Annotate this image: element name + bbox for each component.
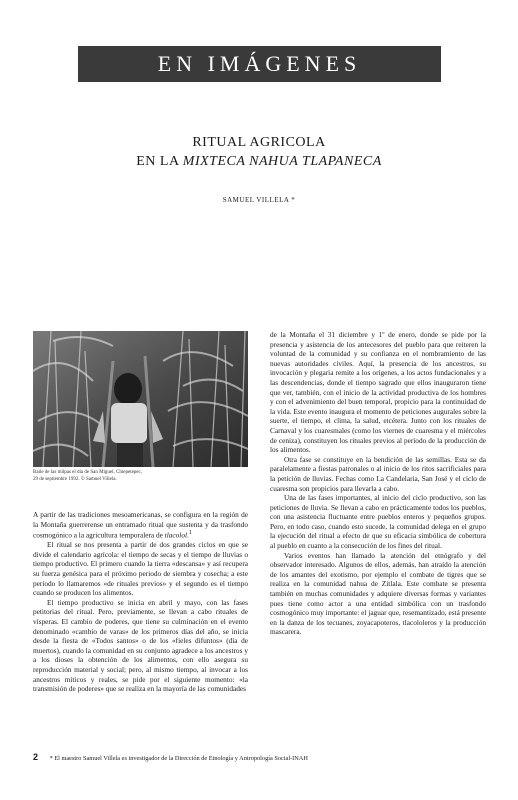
author-footnote: * El maestro Samuel Villela es investigador de la Dirección de Etnología y Antropología Social-INAH [49, 755, 308, 762]
right-paragraph-4: Varios eventos han llamado la atención del etnógrafo y del observador interesado. Algunos de ellos, además, han atraído la atención de los amantes del exotismo, por ejemplo el combate de tigres que se realiza en la comunidad nahua de Zitlala. Este combate se presenta también en muchas comunidades y adquiere diversas formas y variantes pues tiene como actor a una entidad simbólica con un trasfondo cosmogónico muy importante: el jaguar que, resemantizado, está presente en la danza de los tecuanes, zoyacapoteros, tlacololeros y la producción mascarera. [270, 550, 486, 637]
left-p1-note: . [187, 530, 189, 540]
page-footer [33, 753, 488, 763]
cornfield-dancer-photo [33, 331, 248, 467]
photo-caption-line-2: 29 de septiembre 1992. © Samuel Villela. [33, 476, 117, 482]
author-byline: SAMUEL VILLELA * [222, 196, 296, 204]
left-paragraph-2: El ritual se nos presenta a partir de dos grandes ciclos en que se divide el calendario agrícola: el tiempo de secas y el tiempo de lluvias o tiempo productivo. El primero cuando la tierra «descansa» y así recupera su fuerza genésica para el próximo periodo de siembra y cosecha; a este periodo lo llamaremos «de rituales previos» y el segundo es el tiempo cuando se producen los alimentos. [33, 540, 248, 598]
title-line-2-italic: MIXTECA NAHUA TLAPANECA [182, 154, 382, 169]
photo-caption [33, 470, 248, 483]
right-paragraph-3: Una de las fases importantes, al inicio del ciclo productivo, son las peticiones de lluvia. Se llevan a cabo en prácticamente todos los pueblos, con una asistencia fluctuante entre pueblos enteros y pequeños grupos. Pero, en todo caso, cuando esto sucede, la comunidad delega en el grupo la ejecución del ritual a efecto de que su eficacia simbólica de cobertura al pueblo en cuanto a la consecución de los fines del ritual. [270, 493, 486, 551]
section-banner-text: EN IMÁGENES [157, 51, 362, 76]
article-title [0, 133, 518, 171]
left-p1-text: A partir de las tradiciones mesoamericanas, se configura en la región de la Montaña guerrerense un entramado ritual que sustenta y da trasfondo cosmogónico a la agricultura temporalera de [33, 510, 248, 540]
right-paragraph-1: de la Montaña el 31 diciembre y 1º de enero, donde se pide por la presencia y asistencia de los antecesores del pueblo para que reiteren la voluntad de la comunidad y su confianza en el nombramiento de las nuevas autoridades civiles. Aquí, la presencia de los ancestros, su invocación y plegaria remite a los orígenes, a los actos fundacionales y a las descendencias, donde el tiempo sagrado que ellos inauguraron tiene que ver, también, con el inicio de la actividad productiva de los hombres y con el advenimiento del buen temporal, propicio para la continuidad de la vida. Este evento inaugura el momento de peticiones augurales sobre la suerte, el tiempo, el clima, la salud, etcétera. Junto con los rituales de Carnaval y los cuaresmales (como los viernes de cuaresma y el miércoles de ceniza), constituyen los rituales previos al período de la producción de los alimentos. [270, 330, 486, 455]
right-column [270, 330, 486, 637]
section-banner [78, 46, 441, 82]
page-number: 2 [33, 752, 39, 762]
title-line-2-prefix: EN LA [136, 154, 183, 169]
photo-caption-line-1: Baile de las milpas el día de San Miguel, Chiepetepec, [33, 470, 142, 475]
right-paragraph-2: Otra fase se constituye en la bendición de las semillas. Esta se da paralelamente a fiestas patronales o al inicio de los ritos sacrificiales para la petición de lluvias. Fechas como La Candelaria, San José y el ciclo de cuaresma son propicios para llevarla a cabo. [270, 454, 486, 493]
left-p1-italic: tlacolol [164, 530, 187, 540]
title-line-2 [0, 152, 518, 171]
left-paragraph-3: El tiempo productivo se inicia en abril y mayo, con las fases petitorias del ritual. Pero, previamente, se llevan a cabo rituales de vísperas. El cambio de poderes, que tiene su culminación en el evento denominado «cambio de varas» de los primeros días del año, se inicia desde la fiesta de «Todos santos» o de los «fieles difuntos» (día de muertos), cuando la comunidad en su conjunto agradece a los ancestros y a los dioses la obtención de los alimentos, con ello asegura su reproducción material y social; pero, al mismo tiempo, al invocar a los ancestros míticos y reales, se pide por el siguiente momento: «la transmisión de poderes» que se realiza en la mayoría de las comunidades [33, 597, 248, 694]
left-column [33, 510, 248, 694]
left-paragraph-1 [33, 510, 248, 540]
title-line-1: RITUAL AGRICOLA [192, 135, 326, 150]
footnote-marker: 1 [188, 530, 192, 537]
